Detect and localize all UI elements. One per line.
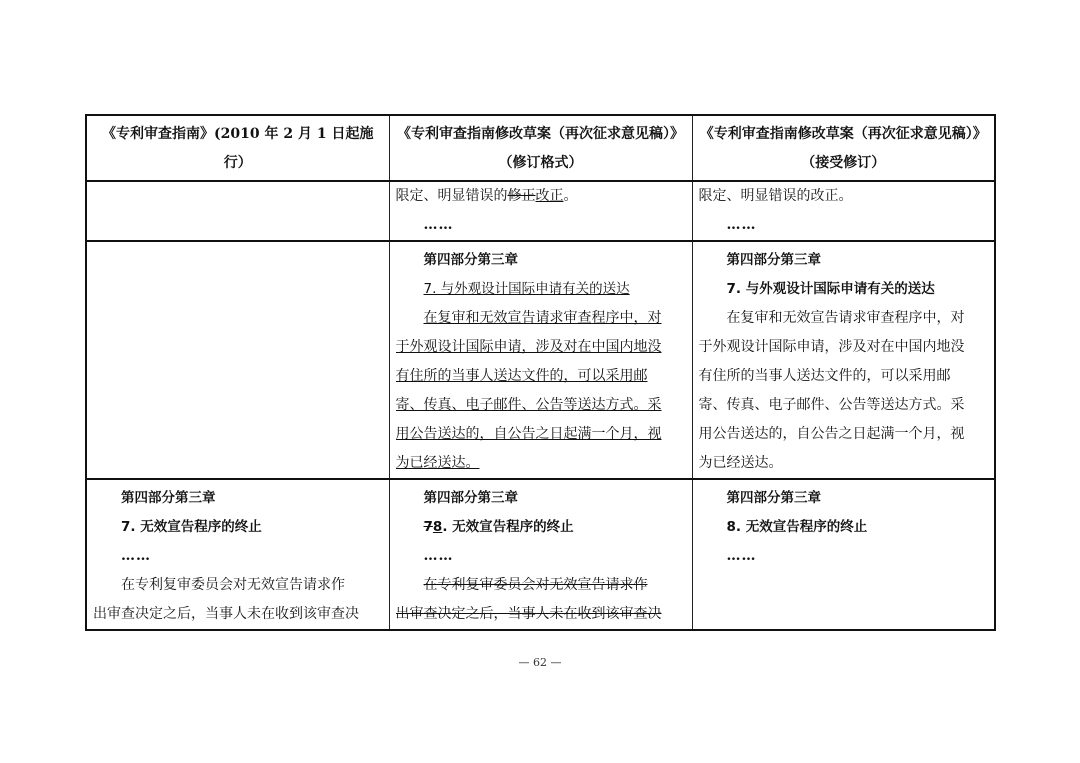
inserted-text: 8	[432, 519, 443, 535]
table-row	[86, 181, 995, 241]
header-original: 《专利审查指南》(2010 年 2 月 1 日起施行）	[86, 115, 389, 181]
paragraph-line: 有住所的当事人送达文件的，可以采用邮	[395, 368, 648, 384]
row1-col1	[86, 181, 389, 241]
ellipsis: ……	[726, 217, 757, 233]
section-heading: 78. 无效宣告程序的终止	[423, 519, 574, 535]
row1-col3	[692, 181, 995, 241]
paragraph-line: 为已经送达。	[698, 455, 783, 471]
paragraph-line: 为已经送达。	[395, 455, 480, 471]
paragraph-line: 寄、传真、电子邮件、公告等送达方式。采	[395, 397, 662, 413]
ellipsis: ……	[726, 548, 757, 564]
header-tracked: 《专利审查指南修改草案（再次征求意见稿）》（修订格式）	[389, 115, 692, 181]
deleted-paragraph-line: 在专利复审委员会对无效宣告请求作	[423, 577, 648, 593]
deleted-text: 修正	[507, 188, 536, 204]
section-part-label: 第四部分第三章	[726, 490, 821, 506]
row3-col1	[86, 479, 389, 630]
row2-col1	[86, 241, 389, 479]
table-header-row	[86, 115, 995, 181]
ellipsis: ……	[423, 217, 454, 233]
deleted-paragraph-line: 出审查决定之后，当事人未在收到该审查决	[395, 606, 662, 622]
paragraph-line: 用公告送达的，自公告之日起满一个月，视	[698, 426, 965, 442]
section-heading: 7. 与外观设计国际申请有关的送达	[726, 281, 935, 297]
row3-col3	[692, 479, 995, 630]
section-heading: 7. 无效宣告程序的终止	[121, 519, 262, 535]
section-part-label: 第四部分第三章	[423, 252, 518, 268]
table-row	[86, 479, 995, 630]
row1-col2-text: 限定、明显错误的修正改正。	[395, 188, 578, 204]
ellipsis: ……	[121, 548, 151, 564]
table-row	[86, 241, 995, 479]
comparison-table	[85, 114, 996, 631]
section-part-label: 第四部分第三章	[423, 490, 518, 506]
section-part-label: 第四部分第三章	[121, 490, 216, 506]
deleted-text: 7	[423, 519, 433, 535]
page-number: — 62 —	[518, 656, 562, 669]
paragraph-line: 出审查决定之后，当事人未在收到该审查决	[93, 606, 359, 622]
row2-col3	[692, 241, 995, 479]
paragraph-line: 有住所的当事人送达文件的，可以采用邮	[698, 368, 951, 384]
paragraph-line: 用公告送达的，自公告之日起满一个月，视	[395, 426, 662, 442]
paragraph-line: 在复审和无效宣告请求审查程序中，对	[726, 310, 965, 326]
row2-col2	[389, 241, 692, 479]
paragraph-line: 在专利复审委员会对无效宣告请求作	[121, 577, 345, 593]
row3-col2	[389, 479, 692, 630]
header-accepted: 《专利审查指南修改草案（再次征求意见稿）》（接受修订）	[692, 115, 995, 181]
inserted-text: 改正	[535, 188, 564, 204]
section-heading: 8. 无效宣告程序的终止	[726, 519, 868, 535]
ellipsis: ……	[423, 548, 454, 564]
row1-col2	[389, 181, 692, 241]
row1-col3-text: 限定、明显错误的改正。	[698, 188, 853, 204]
section-heading: 7. 与外观设计国际申请有关的送达	[423, 281, 630, 297]
paragraph-line: 在复审和无效宣告请求审查程序中，对	[423, 310, 662, 326]
paragraph-line: 寄、传真、电子邮件、公告等送达方式。采	[698, 397, 965, 413]
section-part-label: 第四部分第三章	[726, 252, 821, 268]
paragraph-line: 于外观设计国际申请，涉及对在中国内地没	[395, 339, 662, 355]
paragraph-line: 于外观设计国际申请，涉及对在中国内地没	[698, 339, 965, 355]
